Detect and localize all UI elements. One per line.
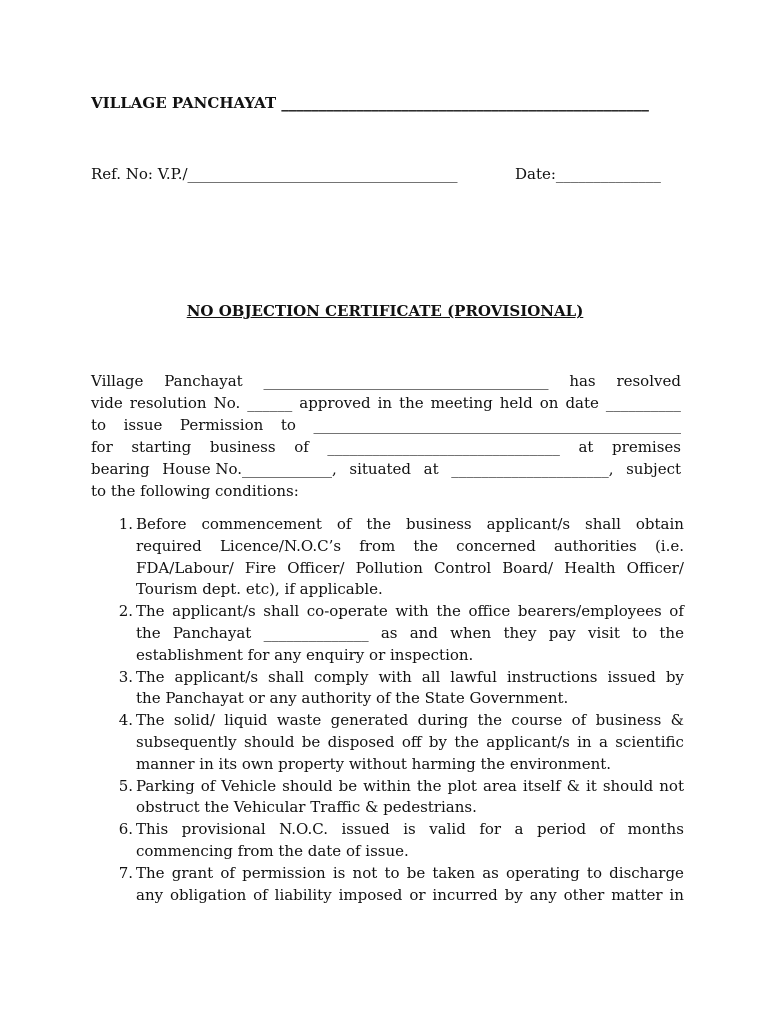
- word: bearers/employees: [517, 602, 662, 621]
- word: generated: [330, 711, 409, 730]
- word: office: [468, 602, 511, 621]
- word: _________________________________________________: [313, 416, 681, 434]
- intro-line: [91, 392, 681, 414]
- word: business: [405, 515, 472, 533]
- condition-line: [136, 819, 684, 841]
- word: at: [578, 438, 594, 456]
- conditions-list: [109, 514, 684, 906]
- intro-line: [91, 370, 681, 392]
- word: any: [136, 885, 164, 904]
- condition-line: the Panchayat or any authority of the State Government.: [136, 689, 569, 708]
- word: The: [136, 602, 165, 621]
- word: to: [280, 416, 296, 434]
- word: and: [409, 623, 438, 642]
- word: for: [479, 820, 502, 839]
- word: Panchayat: [172, 623, 252, 642]
- word: discharge: [609, 863, 684, 882]
- word: Officer/: [287, 558, 345, 577]
- word: any: [529, 885, 557, 904]
- condition-line: manner in its own property without harming the environment.: [136, 754, 612, 773]
- word: should: [602, 776, 654, 795]
- word: shall: [268, 667, 304, 686]
- condition-line: [136, 710, 684, 732]
- word: with: [395, 602, 429, 621]
- reference-date-row: [91, 163, 676, 185]
- word: __________: [605, 394, 681, 412]
- word: Licence/N.O.C’s: [219, 536, 342, 555]
- word: the: [413, 536, 438, 555]
- intro-line: [91, 458, 681, 480]
- word: to: [632, 623, 648, 642]
- word: be: [301, 732, 321, 751]
- condition-number: 2.: [118, 602, 133, 621]
- word: it: [585, 776, 597, 795]
- word: is: [332, 863, 346, 882]
- word: to: [384, 863, 400, 882]
- condition-item: [109, 514, 684, 601]
- word: they: [503, 623, 537, 642]
- word: provisional: [181, 820, 266, 839]
- word: Officer/: [626, 558, 684, 577]
- word: by: [428, 732, 447, 751]
- word: liquid: [224, 711, 268, 730]
- condition-line: obstruct the Vehicular Traffic & pedestrians.: [136, 798, 477, 817]
- word: at: [423, 460, 439, 478]
- condition-line: [136, 667, 684, 689]
- word: date: [565, 394, 599, 412]
- intro-line: [91, 414, 681, 436]
- word: bearing: [91, 460, 150, 478]
- word: shall: [585, 515, 621, 533]
- word: incurred: [432, 885, 498, 904]
- word: authorities: [554, 536, 637, 555]
- condition-line: [136, 863, 684, 885]
- word: Parking: [136, 776, 195, 795]
- condition-item: [109, 776, 684, 820]
- word: Health: [564, 558, 616, 577]
- word: starting: [131, 438, 192, 456]
- condition-line: [136, 514, 684, 536]
- word: be: [406, 863, 426, 882]
- word: to: [586, 863, 602, 882]
- word: Village: [91, 372, 144, 390]
- condition-line: [136, 885, 684, 907]
- condition-item: [109, 601, 684, 666]
- word: grant: [171, 863, 214, 882]
- word: House No.____________,: [162, 460, 337, 478]
- word: obtain: [635, 515, 684, 533]
- word: as: [380, 623, 398, 642]
- word: all: [421, 667, 441, 686]
- condition-item: [109, 710, 684, 775]
- word: months: [627, 820, 684, 839]
- word: is: [403, 820, 416, 839]
- word: be: [338, 776, 358, 795]
- word: operating: [506, 863, 580, 882]
- word: plot: [447, 776, 477, 795]
- word: _______________________________: [327, 438, 560, 456]
- word: for: [91, 438, 113, 456]
- word: of: [336, 515, 352, 533]
- condition-line: [136, 601, 684, 623]
- word: the: [136, 623, 161, 642]
- condition-line: [136, 776, 684, 798]
- word: Fire: [244, 558, 277, 577]
- word: valid: [429, 820, 466, 839]
- word: the: [366, 515, 391, 533]
- condition-line: [136, 536, 684, 558]
- word: the: [454, 732, 479, 751]
- word: Permission: [179, 416, 264, 434]
- condition-item: [109, 863, 684, 907]
- word: vide: [91, 394, 123, 412]
- word: other: [563, 885, 605, 904]
- word: premises: [612, 438, 681, 456]
- certificate-title: NO OBJECTION CERTIFICATE (PROVISIONAL): [186, 302, 584, 320]
- condition-number: 4.: [118, 711, 133, 730]
- condition-item: [109, 667, 684, 711]
- condition-number: 6.: [118, 820, 133, 839]
- condition-line: [136, 558, 684, 580]
- word: itself: [522, 776, 561, 795]
- word: matter: [611, 885, 663, 904]
- word: ______________: [263, 623, 369, 642]
- word: Control: [433, 558, 492, 577]
- condition-number: 3.: [118, 667, 133, 686]
- word: should: [243, 732, 295, 751]
- word: when: [450, 623, 492, 642]
- word: ______: [247, 394, 293, 412]
- word: permission: [242, 863, 326, 882]
- word: liability: [274, 885, 332, 904]
- word: with: [378, 667, 412, 686]
- word: to: [91, 416, 107, 434]
- condition-number: 7.: [118, 863, 133, 882]
- word: subsequently: [136, 732, 237, 751]
- word: in: [377, 394, 393, 412]
- word: by: [504, 885, 523, 904]
- word: co-operate: [306, 602, 388, 621]
- condition-line: establishment for any enquiry or inspection.: [136, 645, 474, 664]
- word: solid/: [173, 711, 215, 730]
- word: required: [136, 536, 202, 555]
- word: meeting: [430, 394, 493, 412]
- word: held: [499, 394, 533, 412]
- word: The: [136, 667, 165, 686]
- word: should: [282, 776, 333, 795]
- word: issue: [123, 416, 163, 434]
- word: commencement: [201, 515, 322, 533]
- word: Vehicle: [221, 776, 277, 795]
- word: in: [669, 885, 684, 904]
- word: pay: [548, 623, 576, 642]
- word: the: [477, 711, 503, 730]
- word: applicant/s: [174, 667, 259, 686]
- word: a: [598, 732, 608, 751]
- condition-line: [136, 623, 684, 645]
- word: taken: [432, 863, 475, 882]
- word: business: [209, 438, 276, 456]
- word: from: [359, 536, 396, 555]
- word: Before: [136, 515, 187, 533]
- word: _____________________,: [451, 460, 614, 478]
- word: of: [669, 602, 684, 621]
- word: ______________________________________: [263, 372, 549, 390]
- word: or: [409, 885, 426, 904]
- condition-number: 5.: [118, 776, 133, 795]
- village-panchayat-header: VILLAGE PANCHAYAT _________________________________________________: [91, 94, 649, 112]
- word: applicant/s: [486, 515, 571, 533]
- word: of: [571, 711, 587, 730]
- reference-number: Ref. No: V.P./____________________________________: [91, 165, 458, 183]
- word: N.O.C.: [279, 820, 328, 839]
- word: concerned: [456, 536, 536, 555]
- word: within: [363, 776, 411, 795]
- word: course: [511, 711, 563, 730]
- word: FDA/Labour/: [136, 558, 234, 577]
- word: &: [670, 711, 684, 730]
- word: approved: [299, 394, 371, 412]
- word: on: [539, 394, 559, 412]
- word: Panchayat: [164, 372, 243, 390]
- condition-line: commencing from the date of issue.: [136, 841, 409, 860]
- condition-line: [136, 732, 684, 754]
- word: shall: [263, 602, 300, 621]
- word: of: [220, 863, 235, 882]
- word: obligation: [169, 885, 247, 904]
- word: the: [399, 394, 424, 412]
- word: has: [569, 372, 596, 390]
- word: issued: [341, 820, 390, 839]
- word: of: [294, 438, 309, 456]
- word: This: [136, 820, 169, 839]
- intro-line: to the following conditions:: [91, 482, 299, 500]
- word: area: [482, 776, 517, 795]
- word: Board/: [502, 558, 554, 577]
- word: business: [595, 711, 662, 730]
- word: the: [416, 776, 442, 795]
- word: a: [514, 820, 524, 839]
- word: as: [482, 863, 499, 882]
- word: scientific: [615, 732, 684, 751]
- word: The: [136, 711, 165, 730]
- word: The: [136, 863, 165, 882]
- word: applicant/s: [172, 602, 256, 621]
- word: situated: [349, 460, 412, 478]
- word: comply: [313, 667, 369, 686]
- word: by: [665, 667, 684, 686]
- word: resolution: [129, 394, 207, 412]
- word: of: [200, 776, 216, 795]
- word: instructions: [506, 667, 598, 686]
- word: disposed: [327, 732, 395, 751]
- word: No.: [213, 394, 241, 412]
- word: resolved: [616, 372, 681, 390]
- word: &: [566, 776, 580, 795]
- word: Pollution: [355, 558, 423, 577]
- word: not: [659, 776, 684, 795]
- word: of: [253, 885, 268, 904]
- word: subject: [626, 460, 681, 478]
- word: not: [352, 863, 378, 882]
- word: of: [599, 820, 615, 839]
- word: the: [659, 623, 684, 642]
- word: imposed: [338, 885, 403, 904]
- word: applicant/s: [486, 732, 570, 751]
- word: off: [401, 732, 422, 751]
- word: issued: [607, 667, 656, 686]
- condition-number: 1.: [118, 515, 133, 533]
- word: in: [577, 732, 592, 751]
- condition-line: Tourism dept. etc), if applicable.: [136, 580, 383, 599]
- word: lawful: [450, 667, 497, 686]
- word: period: [536, 820, 587, 839]
- word: the: [436, 602, 461, 621]
- condition-item: [109, 819, 684, 863]
- word: waste: [276, 711, 322, 730]
- intro-line: [91, 436, 681, 458]
- word: during: [417, 711, 469, 730]
- word: visit: [588, 623, 620, 642]
- certificate-date: Date:______________: [515, 165, 661, 183]
- word: (i.e.: [654, 536, 684, 555]
